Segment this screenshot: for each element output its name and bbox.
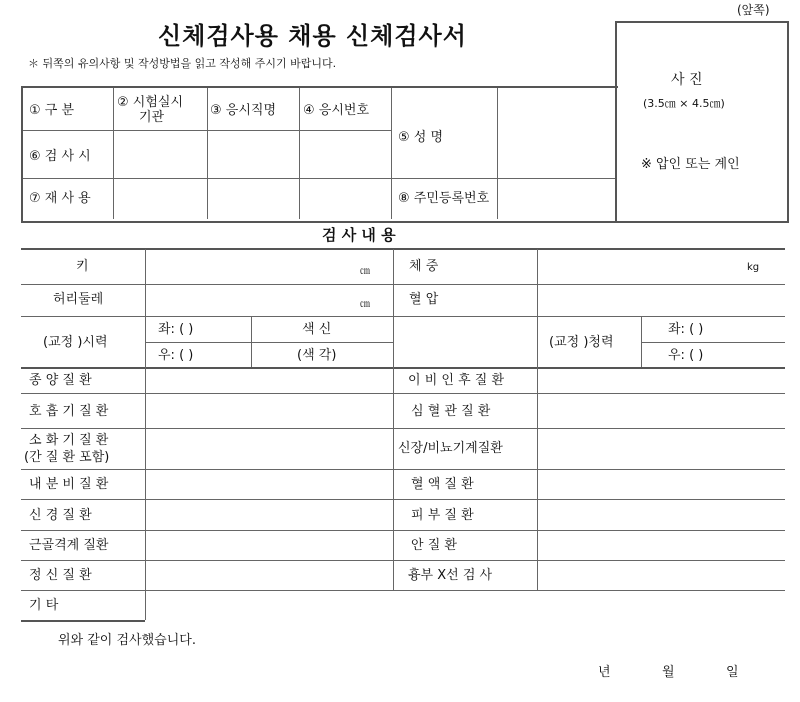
disease-ent: 이 비 인 후 질 환 [408,373,505,388]
photo-box [615,21,789,223]
header-category: ① 구 분 [29,103,75,118]
header-resident-number: ⑧ 주민등록번호 [398,191,490,206]
height-unit: ㎝ [360,266,370,277]
color-vision-label-2: (색 각) [297,348,337,363]
hearing-label: (교정 )청력 [549,335,614,350]
waist-label: 허리둘레 [53,292,104,307]
blood-pressure-label: 혈 압 [409,292,439,307]
form-notice: ＊ 뒤쪽의 유의사항 및 작성방법을 읽고 작성해 주시기 바랍니다. [28,57,337,70]
disease-cardiovascular: 심 혈 관 질 환 [411,404,491,419]
disease-renal: 신장/비뇨기계질환 [398,441,503,456]
vision-label: (교정 )시력 [43,335,108,350]
chest-xray: 흉부 X선 검 사 [408,568,493,583]
footer-month: 월 [662,665,675,680]
photo-label: 사 진 [671,72,703,88]
vision-left: 좌: ( ) [158,322,194,337]
footer-statement: 위와 같이 검사했습니다. [58,633,196,648]
section-title: 검 사 내 용 [322,226,396,244]
photo-note: ※ 압인 또는 계인 [641,157,740,172]
disease-mental: 정 신 질 환 [29,568,92,583]
hearing-right: 우: ( ) [668,348,704,363]
waist-unit: ㎝ [360,299,370,310]
disease-skin: 피 부 질 환 [411,508,474,523]
disease-neurological: 신 경 질 환 [29,508,92,523]
weight-label: 체 중 [409,259,439,274]
page-side-label: (앞쪽) [737,3,770,17]
disease-other: 기 타 [29,598,59,613]
header-institution-2: 기관 [139,110,165,125]
row-reuse: ⑦ 재 사 용 [29,191,91,206]
disease-eye: 안 질 환 [411,538,457,553]
disease-musculoskeletal: 근골격계 질환 [29,538,109,553]
header-name: ⑤ 성 명 [398,130,444,145]
form-title: 신체검사용 채용 신체검사서 [158,22,467,50]
hearing-left: 좌: ( ) [668,322,704,337]
footer-year: 년 [598,665,611,680]
disease-endocrine: 내 분 비 질 환 [29,477,109,492]
header-exam-number: ④ 응시번호 [303,103,370,118]
color-vision-label-1: 색 신 [302,322,332,337]
disease-digestive-note: (간 질 환 포함) [24,450,110,465]
header-institution-1: ② 시험실시 [117,95,184,110]
header-position: ③ 응시직명 [210,103,277,118]
disease-respiratory: 호 흡 기 질 환 [29,404,109,419]
height-label: 키 [76,259,89,274]
disease-digestive: 소 화 기 질 환 [29,433,109,448]
disease-tumor: 종 양 질 환 [29,373,92,388]
photo-size: (3.5㎝ × 4.5㎝) [643,97,725,110]
footer-day: 일 [726,665,739,680]
weight-unit: kg [747,262,760,273]
disease-blood: 혈 액 질 환 [411,477,474,492]
row-exam-time: ⑥ 검 사 시 [29,149,91,164]
vision-right: 우: ( ) [158,348,194,363]
